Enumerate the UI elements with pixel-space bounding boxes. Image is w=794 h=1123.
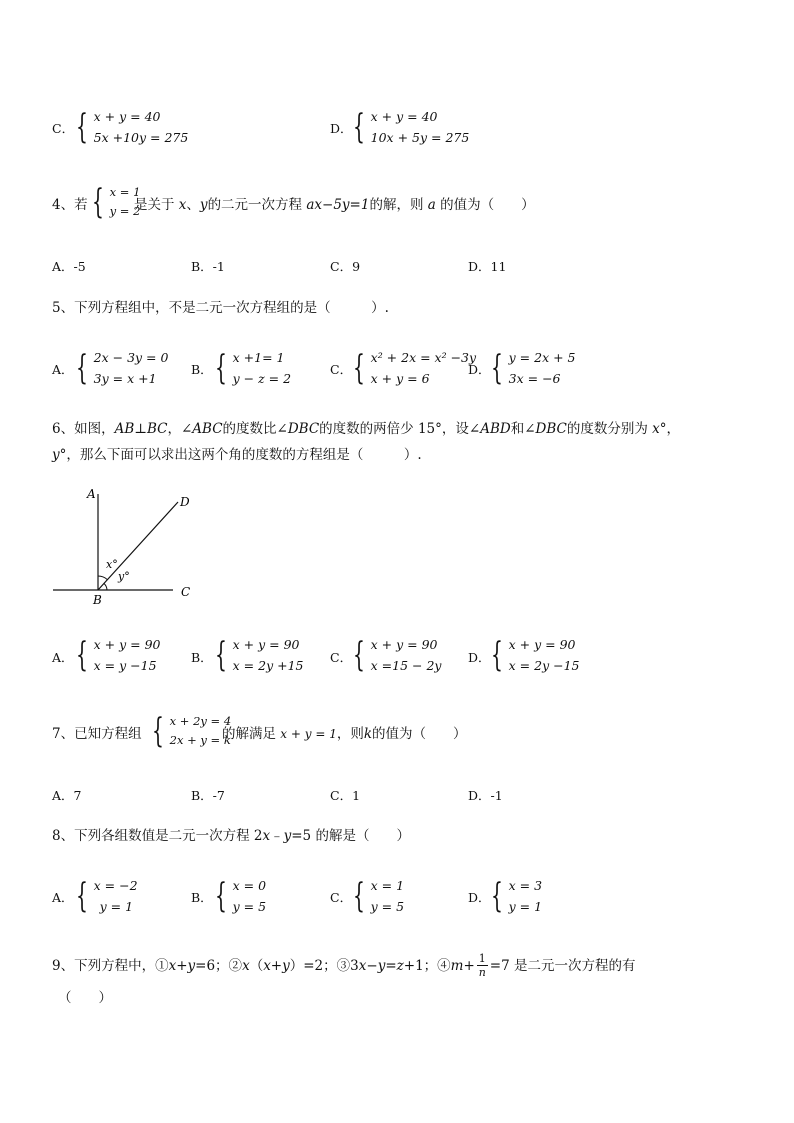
q9-stem-line1 bbox=[52, 952, 636, 979]
angle-dbc: DBC bbox=[535, 421, 567, 437]
brace: { bbox=[353, 107, 365, 147]
angle-abc: ABC bbox=[192, 421, 223, 437]
q5-option-a-system bbox=[76, 347, 168, 389]
equation-line: x + y = 6 bbox=[370, 371, 430, 386]
stem-text: ）=2；③3 bbox=[289, 957, 359, 974]
equation-line: x + y = 40 bbox=[93, 109, 161, 124]
equation-part: x bbox=[242, 957, 250, 974]
q5-option-a-letter[interactable]: A． bbox=[52, 362, 74, 377]
q7-option-b[interactable]: B．-7 bbox=[191, 788, 225, 803]
equation-line: x + y = 90 bbox=[370, 637, 438, 652]
q6-option-b-system bbox=[215, 634, 303, 676]
q4-option-a[interactable]: A．-5 bbox=[52, 259, 86, 274]
brace: { bbox=[491, 635, 503, 675]
equation-line: x +1= 1 bbox=[232, 350, 285, 365]
equation: ax−5y=1 bbox=[306, 197, 370, 213]
equation-line: 2x + y = k bbox=[169, 733, 231, 747]
equation-line: 10x + 5y = 275 bbox=[370, 130, 470, 145]
stem-text: +1；④ bbox=[403, 957, 451, 974]
var-x: x bbox=[262, 828, 271, 844]
stem-text: 9、下列方程中，① bbox=[52, 957, 169, 974]
equation-line: 2x − 3y = 0 bbox=[93, 350, 169, 365]
q7-option-a[interactable]: A．7 bbox=[52, 788, 82, 803]
equation-line: x + y = 90 bbox=[508, 637, 576, 652]
q8-option-d-system bbox=[491, 875, 542, 917]
stem-text: ，则 bbox=[336, 726, 364, 742]
brace: { bbox=[353, 348, 365, 388]
q6-option-d-system bbox=[491, 634, 579, 676]
equation-line: y = 2 bbox=[109, 204, 141, 218]
stem-text: ， bbox=[666, 421, 681, 437]
stem-text: =6；② bbox=[195, 957, 243, 974]
brace: { bbox=[353, 876, 365, 916]
y-degree: y° bbox=[52, 447, 67, 463]
q6-option-c-letter[interactable]: C． bbox=[330, 650, 353, 665]
stem-text: 和∠ bbox=[510, 421, 536, 437]
stem-text: 是关于 bbox=[134, 197, 175, 213]
equation-line: x = 0 bbox=[232, 878, 267, 893]
stem-text: ，∠ bbox=[167, 421, 193, 437]
equation-line: 3y = x +1 bbox=[93, 371, 157, 386]
equation-part: y bbox=[377, 957, 386, 974]
var-x: x bbox=[178, 197, 187, 213]
q4-stem bbox=[134, 196, 535, 214]
label-b: B bbox=[93, 593, 102, 607]
x-degree: x° bbox=[652, 421, 667, 437]
q7-number: 7、已知方程组 bbox=[52, 726, 142, 742]
stem-text: （ bbox=[249, 957, 264, 974]
brace: { bbox=[76, 635, 88, 675]
equation-line: x = 2y −15 bbox=[508, 658, 580, 673]
condition-equation: x + y = 1 bbox=[280, 727, 337, 741]
stem-text: ，那么下面可以求出这两个角的度数的方程组是（ ）. bbox=[66, 447, 422, 463]
q6-stem-line2 bbox=[52, 446, 422, 464]
stem-text: 的值为（ ） bbox=[372, 726, 467, 742]
brace: { bbox=[152, 711, 164, 751]
q6-option-d-letter[interactable]: D． bbox=[468, 650, 491, 665]
var-a: a bbox=[427, 197, 436, 213]
q8-option-c-system bbox=[353, 875, 404, 917]
stem-text: 的二元一次方程 bbox=[207, 197, 303, 213]
brace: { bbox=[215, 635, 227, 675]
equation-line: x + y = 40 bbox=[370, 109, 438, 124]
stem-text: 的度数比∠ bbox=[222, 421, 288, 437]
brace: { bbox=[76, 876, 88, 916]
q8-option-b-letter[interactable]: B． bbox=[191, 890, 213, 905]
equation-line: x = y −15 bbox=[93, 658, 157, 673]
label-x-degree: x° bbox=[106, 558, 118, 571]
equation-part: x+y bbox=[263, 957, 290, 974]
fraction-one-over-n bbox=[477, 952, 488, 979]
equation-part: z bbox=[396, 957, 404, 974]
var-y: y bbox=[199, 197, 208, 213]
label-c: C bbox=[181, 585, 191, 599]
angle-arc-y bbox=[104, 584, 107, 591]
equation-line: x = −2 bbox=[93, 878, 138, 893]
q8-option-c-letter[interactable]: C． bbox=[330, 890, 353, 905]
q8-option-a-letter[interactable]: A． bbox=[52, 890, 74, 905]
q9-answer-blank: （ ） bbox=[58, 990, 112, 1006]
q7-stem bbox=[222, 725, 467, 743]
q6-option-a-letter[interactable]: A． bbox=[52, 650, 74, 665]
equation-line: 5x +10y = 275 bbox=[93, 130, 189, 145]
brace: { bbox=[215, 348, 227, 388]
label-y-degree: y° bbox=[118, 570, 130, 583]
q3-option-c-letter: C． bbox=[52, 121, 75, 136]
stem-text: − bbox=[366, 957, 378, 974]
equation-line: x = 1 bbox=[370, 878, 405, 893]
q5-option-b-letter[interactable]: B． bbox=[191, 362, 213, 377]
brace: { bbox=[491, 348, 503, 388]
q4-option-b[interactable]: B．-1 bbox=[191, 259, 225, 274]
equation-line: y = 2x + 5 bbox=[508, 350, 576, 365]
q8-option-a-system bbox=[76, 875, 138, 917]
equation-part: x+y bbox=[168, 957, 196, 974]
q4-option-d[interactable]: D．11 bbox=[468, 259, 507, 274]
q7-option-d[interactable]: D．-1 bbox=[468, 788, 503, 803]
q3-option-d-letter: D． bbox=[330, 121, 353, 136]
q5-stem: 5、下列方程组中，不是二元一次方程组的是（ ）. bbox=[52, 300, 389, 316]
q6-option-c-system bbox=[353, 634, 441, 676]
q7-option-c[interactable]: C．1 bbox=[330, 788, 361, 803]
equation-line: x + 2y = 4 bbox=[169, 714, 232, 728]
q4-option-c[interactable]: C．9 bbox=[330, 259, 361, 274]
q6-option-a-system bbox=[76, 634, 161, 676]
stem-text: = bbox=[385, 957, 397, 974]
brace: { bbox=[491, 876, 503, 916]
brace: { bbox=[215, 876, 227, 916]
q6-angle-figure bbox=[40, 480, 210, 610]
q6-option-b-letter[interactable]: B． bbox=[191, 650, 213, 665]
stem-text: ﹣ bbox=[270, 828, 284, 844]
label-a: A bbox=[87, 487, 96, 501]
q4-number: 4、若 bbox=[52, 197, 88, 213]
equation-line: x =15 − 2y bbox=[370, 658, 442, 673]
q5-option-d-letter[interactable]: D． bbox=[468, 362, 491, 377]
equation-line: y = 1 bbox=[508, 899, 543, 914]
fraction-numerator: 1 bbox=[478, 952, 486, 965]
equation-line: x + y = 90 bbox=[232, 637, 300, 652]
q3-option-c-system bbox=[76, 106, 188, 148]
brace: { bbox=[76, 107, 88, 147]
stem-text: 的度数的两倍少 15°，设∠ bbox=[319, 421, 481, 437]
q5-option-d-system bbox=[491, 347, 576, 389]
equation-line: y = 1 bbox=[99, 899, 134, 914]
var-y: y bbox=[283, 828, 292, 844]
equation-part: x bbox=[358, 957, 367, 974]
stem-text: 8、下列各组数值是二元一次方程 2 bbox=[52, 828, 263, 844]
equation-line: y = 5 bbox=[232, 899, 267, 914]
math-ab-perp-bc: AB⊥BC bbox=[114, 421, 168, 437]
equation-line: x = 2y +15 bbox=[232, 658, 304, 673]
line-bd bbox=[98, 502, 178, 590]
stem-text: =5 的解是（ ） bbox=[291, 828, 410, 844]
q5-option-b-system bbox=[215, 347, 291, 389]
stem-text: 的度数分别为 bbox=[566, 421, 648, 437]
equation-line: x = 1 bbox=[109, 185, 141, 199]
stem-text: 的解满足 bbox=[222, 726, 276, 742]
q7-system bbox=[152, 712, 231, 750]
equation-line: y = 5 bbox=[370, 899, 405, 914]
var-k: k bbox=[363, 726, 373, 742]
equation-line: 3x = −6 bbox=[508, 371, 561, 386]
stem-text: 、 bbox=[186, 197, 200, 213]
angle-arc-x bbox=[98, 576, 108, 580]
brace: { bbox=[353, 635, 365, 675]
stem-text: 的解，则 bbox=[369, 197, 424, 213]
q3-option-d-system bbox=[353, 106, 469, 148]
stem-text: 的值为（ ） bbox=[440, 197, 535, 213]
stem-text: =7 是二元一次方程的有 bbox=[489, 957, 636, 974]
angle-abd: ABD bbox=[480, 421, 511, 437]
equation-line: x = 3 bbox=[508, 878, 543, 893]
q8-option-d-letter[interactable]: D． bbox=[468, 890, 491, 905]
equation-line: x + y = 90 bbox=[93, 637, 161, 652]
stem-text: + bbox=[463, 957, 475, 974]
q5-option-c-letter[interactable]: C． bbox=[330, 362, 353, 377]
equation-line: y − z = 2 bbox=[232, 371, 292, 386]
stem-text: 6、如图， bbox=[52, 421, 115, 437]
brace: { bbox=[92, 182, 104, 222]
q8-option-b-system bbox=[215, 875, 266, 917]
label-d: D bbox=[180, 495, 190, 509]
equation-line: x² + 2x = x² −3y bbox=[370, 350, 477, 365]
q8-stem bbox=[52, 827, 410, 845]
fraction-denominator: n bbox=[478, 966, 486, 979]
q5-option-c-system bbox=[353, 347, 476, 389]
q6-stem-line1 bbox=[52, 420, 680, 438]
angle-dbc: DBC bbox=[287, 421, 320, 437]
equation-part: m bbox=[450, 957, 464, 974]
brace: { bbox=[76, 348, 88, 388]
